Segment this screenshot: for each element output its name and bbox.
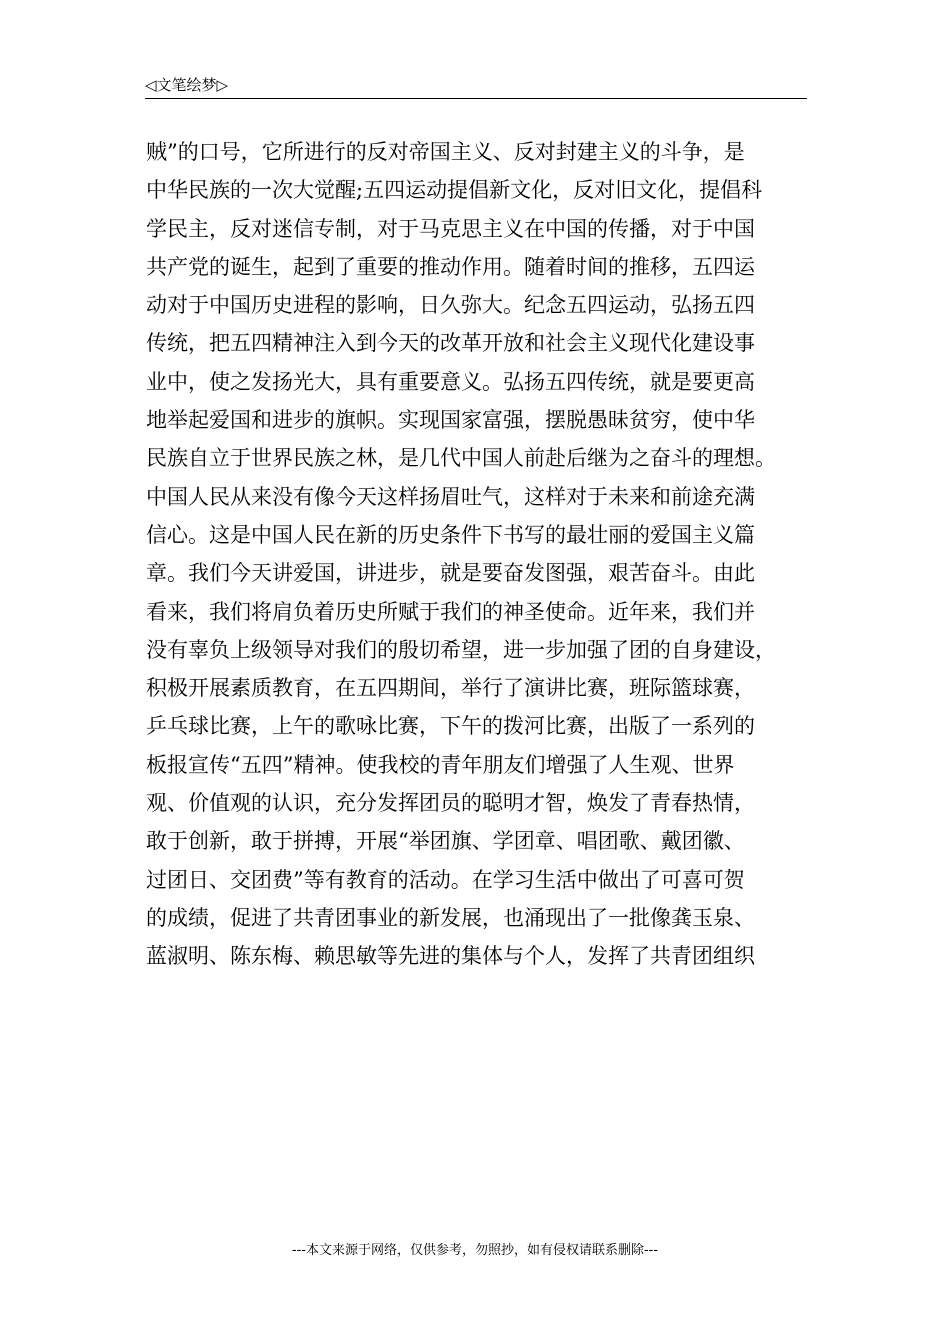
document-body: [146, 133, 810, 976]
text-line: 信心。这是中国人民在新的历史条件下书写的最壮丽的爱国主义篇: [146, 522, 755, 547]
text-line: 看来，我们将肩负着历史所赋于我们的神圣使命。近年来，我们并: [146, 599, 755, 624]
text-line: 动对于中国历史进程的影响，日久弥大。纪念五四运动，弘扬五四: [146, 293, 755, 318]
text-line: 中华民族的一次大觉醒;五四运动提倡新文化，反对旧文化，提倡科: [146, 178, 763, 203]
text-line: 过团日、交团费”等有教育的活动。在学习生活中做出了可喜可贺: [146, 867, 745, 892]
page-footer: ---本文来源于网络，仅供参考，勿照抄，如有侵权请联系删除---: [291, 1243, 659, 1258]
text-line: 地举起爱国和进步的旗帜。实现国家富强，摆脱愚昧贫穷，使中华: [146, 408, 755, 433]
header-title: ◁文笔绘梦▷: [145, 76, 229, 94]
text-line: 敢于创新，敢于拼搏，开展“举团旗、学团章、唱团歌、戴团徽、: [146, 829, 745, 854]
text-line: 积极开展素质教育，在五四期间，举行了演讲比赛，班际篮球赛，: [146, 676, 755, 701]
text-line: 传统，把五四精神注入到今天的改革开放和社会主义现代化建设事: [146, 331, 755, 356]
text-line: 业中，使之发扬光大，具有重要意义。弘扬五四传统，就是要更高: [146, 369, 755, 394]
text-line: 板报宣传“五四”精神。使我校的青年朋友们增强了人生观、世界: [146, 752, 735, 777]
text-line: 蓝淑明、陈东梅、赖思敏等先进的集体与个人，发挥了共青团组织: [146, 944, 755, 969]
text-line: 民族自立于世界民族之林，是几代中国人前赴后继为之奋斗的理想。: [146, 446, 776, 471]
text-line: 共产党的诞生，起到了重要的推动作用。随着时间的推移，五四运: [146, 254, 755, 279]
page-header: [145, 72, 807, 99]
text-line: 贼”的口号，它所进行的反对帝国主义、反对封建主义的斗争，是: [146, 140, 745, 164]
text-line: 学民主，反对迷信专制，对于马克思主义在中国的传播，对于中国: [146, 216, 755, 241]
text-line: 没有辜负上级领导对我们的殷切希望，进一步加强了团的自身建设，: [146, 637, 776, 662]
text-line: 中国人民从来没有像今天这样扬眉吐气，这样对于未来和前途充满: [146, 484, 755, 509]
text-line: 的成绩，促进了共青团事业的新发展，也涌现出了一批像龚玉泉、: [146, 905, 755, 930]
text-line: 章。我们今天讲爱国，讲进步，就是要奋发图强，艰苦奋斗。由此: [146, 561, 755, 586]
text-line: 乒乓球比赛，上午的歌咏比赛，下午的拨河比赛，出版了一系列的: [146, 714, 755, 739]
text-line: 观、价值观的认识，充分发挥团员的聪明才智，焕发了青春热情，: [146, 791, 755, 816]
